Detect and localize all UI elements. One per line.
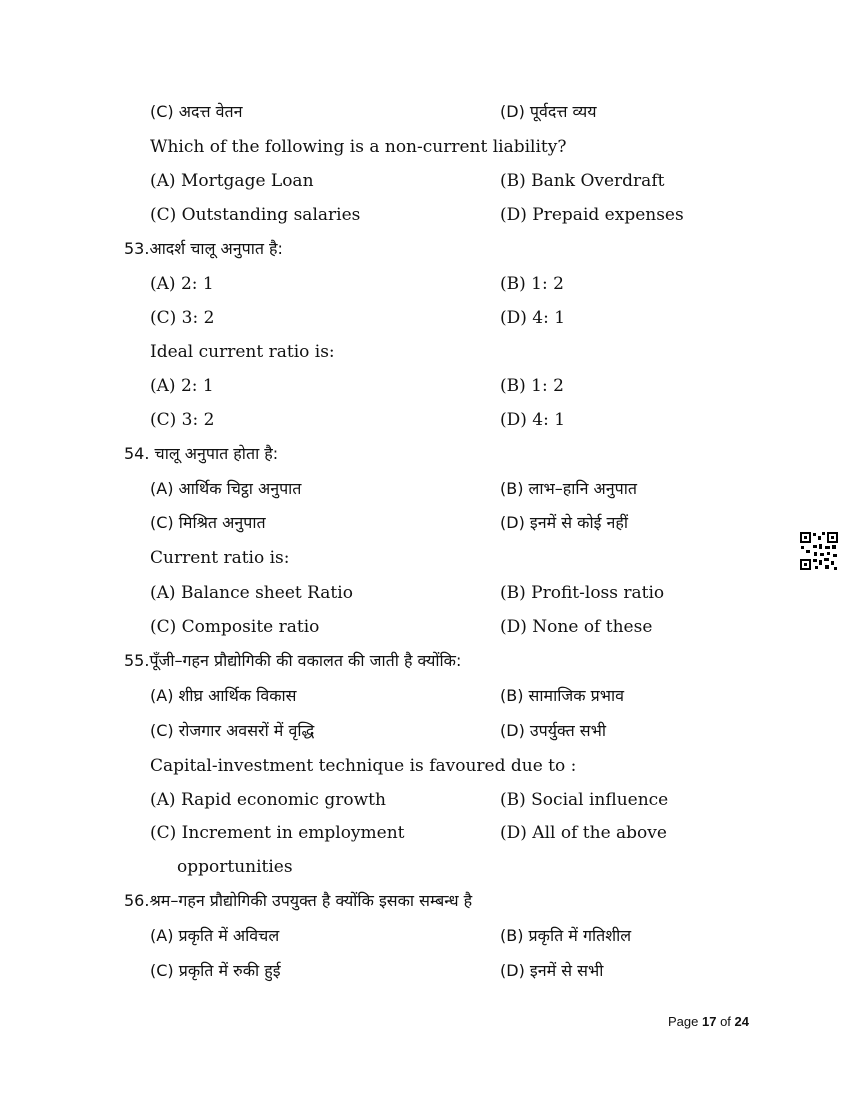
option-left: (A) आर्थिक चिट्ठा अनुपात — [150, 479, 302, 498]
option-left: (A) शीघ्र आर्थिक विकास — [150, 686, 297, 705]
option-right: (B) प्रकृति में गतिशील — [500, 926, 632, 945]
option-right: (D) 4: 1 — [500, 410, 566, 430]
question-text: 54. चालू अनुपात होता है: — [124, 444, 279, 463]
footer-total-pages: 24 — [734, 1014, 749, 1029]
option-left: (C) Increment in employment — [150, 823, 405, 843]
option-left: (C) 3: 2 — [150, 410, 215, 430]
option-right: (B) सामाजिक प्रभाव — [500, 686, 625, 705]
option-left: (C) Composite ratio — [150, 617, 320, 637]
qr-code-icon — [799, 531, 839, 571]
option-left: (A) 2: 1 — [150, 274, 214, 294]
option-left: (A) Balance sheet Ratio — [150, 583, 353, 603]
option-right: (D) Prepaid expenses — [500, 205, 684, 225]
option-right: (D) 4: 1 — [500, 308, 566, 328]
option-left: opportunities — [177, 857, 293, 877]
option-right: (B) 1: 2 — [500, 376, 564, 396]
option-right: (D) इनमें से कोई नहीं — [500, 513, 629, 532]
option-left: (C) 3: 2 — [150, 308, 215, 328]
option-left: (C) Outstanding salaries — [150, 205, 361, 225]
option-left: Capital-investment technique is favoured due to : — [150, 756, 577, 776]
option-right: (B) Profit-loss ratio — [500, 583, 665, 603]
question-text: 55.पूँजी–गहन प्रौद्योगिकी की वकालत की जाती है क्योंकि: — [124, 651, 462, 670]
option-left: (A) Rapid economic growth — [150, 790, 386, 810]
footer-of: of — [716, 1014, 735, 1029]
option-left: (C) अदत्त वेतन — [150, 102, 243, 121]
option-right: (D) All of the above — [500, 823, 667, 843]
footer-page-prefix: Page — [668, 1014, 702, 1029]
question-text: 56.श्रम–गहन प्रौद्योगिकी उपयुक्त है क्योंकि इसका सम्बन्ध है — [124, 891, 473, 910]
option-left: Which of the following is a non-current liability? — [150, 137, 567, 157]
option-left: (A) Mortgage Loan — [150, 171, 314, 191]
option-right: (D) None of these — [500, 617, 653, 637]
option-left: Ideal current ratio is: — [150, 342, 335, 362]
option-right: (D) इनमें से सभी — [500, 961, 604, 980]
option-left: (C) रोजगार अवसरों में वृद्धि — [150, 721, 315, 740]
footer-current-page: 17 — [701, 1014, 717, 1029]
option-right: (B) लाभ–हानि अनुपात — [500, 479, 637, 498]
option-left: (A) प्रकृति में अविचल — [150, 926, 280, 945]
option-left: (A) 2: 1 — [150, 376, 214, 396]
option-right: (B) Social influence — [500, 790, 669, 810]
page-footer — [668, 1014, 749, 1029]
option-right: (B) 1: 2 — [500, 274, 564, 294]
option-left: (C) प्रकृति में रुकी हुई — [150, 961, 281, 980]
option-right: (D) पूर्वदत्त व्यय — [500, 102, 597, 121]
option-right: (B) Bank Overdraft — [500, 171, 665, 191]
option-left: (C) मिश्रित अनुपात — [150, 513, 266, 532]
option-left: Current ratio is: — [150, 548, 290, 568]
question-text: 53.आदर्श चालू अनुपात है: — [124, 239, 283, 258]
option-right: (D) उपर्युक्त सभी — [500, 721, 607, 740]
